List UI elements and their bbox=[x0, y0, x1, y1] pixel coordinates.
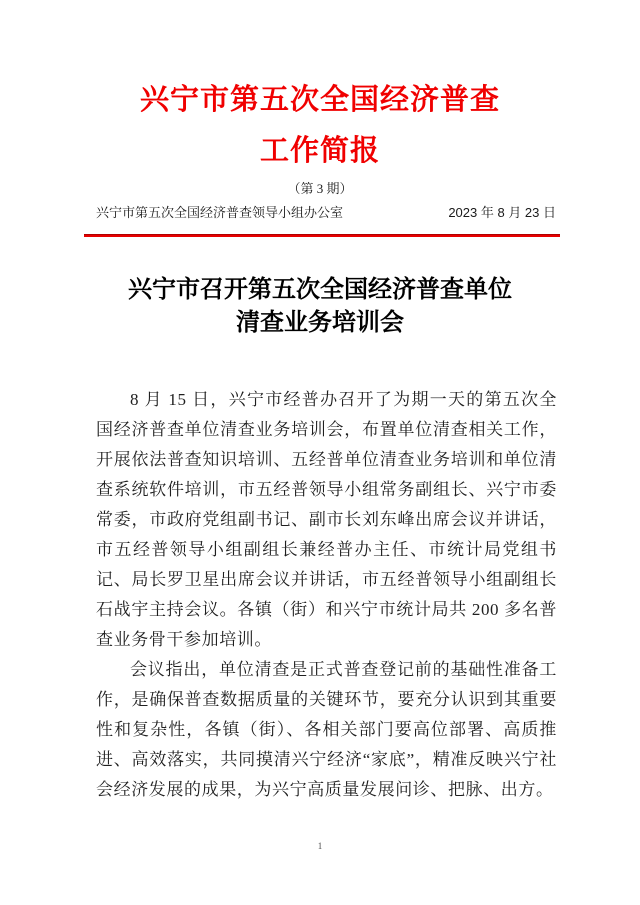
issue-date: 2023 年 8 月 23 日 bbox=[448, 205, 556, 220]
bulletin-title-line-1: 兴宁市第五次全国经济普查 bbox=[139, 84, 500, 116]
article-heading-line-1: 兴宁市召开第五次全国经济普查单位 bbox=[128, 277, 512, 303]
article-heading-line-2: 清查业务培训会 bbox=[236, 310, 404, 336]
page-footer bbox=[0, 836, 640, 854]
article-body bbox=[96, 385, 557, 805]
issue-number: （第 3 期） bbox=[287, 181, 353, 196]
issuer-row bbox=[96, 203, 556, 222]
article-paragraph-2: 会议指出，单位清查是正式普查登记前的基础性准备工作，是确保普查数据质量的关键环节，要充分认识到其重要性和复杂性，各镇（街）、各相关部门要高位部署、高质推进、高效落实，共同摸清兴宁经济“家底”，精准反映兴宁社会经济发展的成果，为兴宁高质量发展问诊、把脉、出方。 bbox=[96, 660, 557, 799]
issuing-office: 兴宁市第五次全国经济普查领导小组办公室 bbox=[96, 205, 344, 220]
page-number: 1 bbox=[317, 841, 323, 851]
masthead-divider-rule bbox=[84, 234, 560, 237]
article-paragraph-1: 8 月 15 日，兴宁市经普办召开了为期一天的第五次全国经济普查单位清查业务培训会，布置单位清查相关工作，开展依法普查知识培训、五经普单位清查业务培训和单位清查系统软件培训，市五经普领导小组常务副组长、兴宁市委常委，市政府党组副书记、副市长刘东峰出席会议并讲话，市五经普领导小组副组长兼经普办主任、市统计局党组书记、局长罗卫星出席会议并讲话，市五经普领导小组副组长石战宇主持会议。各镇（街）和兴宁市统计局共 200 多名普查业务骨干参加培训。 bbox=[96, 390, 557, 649]
bulletin-title-line-2: 工作简报 bbox=[259, 135, 380, 167]
article-heading bbox=[0, 274, 640, 340]
